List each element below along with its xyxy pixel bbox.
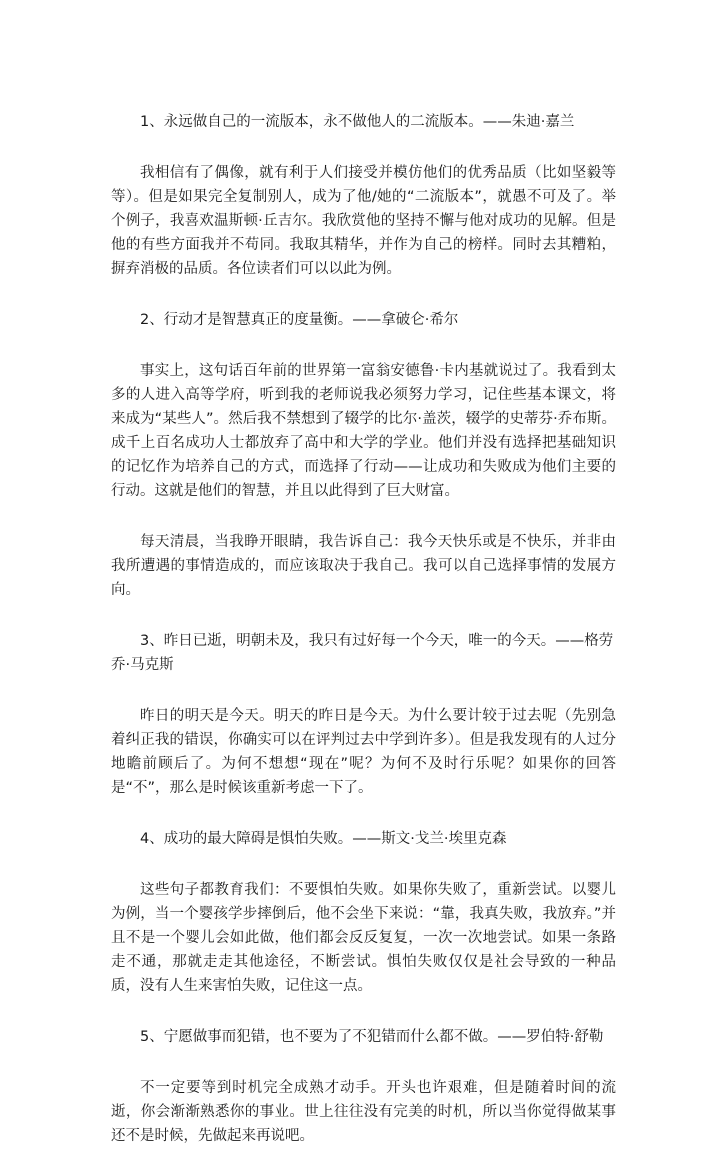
quote-heading-5: 5、宁愿做事而犯错，也不要为了不犯错而什么都不做。——罗伯特·舒勒 xyxy=(140,1029,604,1045)
paragraph-2-1: 事实上，这句话百年前的世界第一富翁安德鲁·卡内基就说过了。我看到太多的人进入高等学府，听到我的老师说我必须努力学习，记住些基本课文，将来成为“某些人”。然后我不禁想到了辍学的比尔·盖茨，辍学的史蒂芬·乔布斯。成千上百名成功人士都放弃了高中和大学的学业。他们并没有选择把基础知识的记忆作为培养自己的方式，而选择了行动——让成功和失败成为他们主要的行动。这就是他们的智慧，并且以此得到了巨大财富。 xyxy=(111,363,616,499)
quote-heading-2: 2、行动才是智慧真正的度量衡。——拿破仑·希尔 xyxy=(140,312,459,328)
paragraph-5-1: 不一定要等到时机完全成熟才动手。开头也许艰难，但是随着时间的流逝，你会渐渐熟悉你的事业。世上往往没有完美的时机，所以当你觉得做某事还不是时候，先做起来再说吧。 xyxy=(111,1080,616,1144)
paragraph-4-1: 这些句子都教育我们：不要惧怕失败。如果你失败了，重新尝试。以婴儿为例，当一个婴孩学步摔倒后，他不会坐下来说：“靠，我真失败，我放弃。”并且不是一个婴儿会如此做，他们都会反反复复，一次一次地尝试。如果一条路走不通，那就走走其他途径，不断尝试。惧怕失败仅仅是社会导致的一种品质，没有人生来害怕失败，记住这一点。 xyxy=(111,882,616,994)
document-page xyxy=(111,110,616,1175)
paragraph-3-1: 昨日的明天是今天。明天的昨日是今天。为什么要计较于过去呢（先别急着纠正我的错误，你确实可以在评判过去中学到许多）。但是我发现有的人过分地瞻前顾后了。为何不想想“现在”呢？为何不及时行乐呢？如果你的回答是“不”，那么是时候该重新考虑一下了。 xyxy=(111,708,616,796)
paragraph-2-2: 每天清晨，当我睁开眼睛，我告诉自己：我今天快乐或是不快乐，并非由我所遭遇的事情造成的，而应该取决于我自己。我可以自己选择事情的发展方向。 xyxy=(111,534,616,598)
paragraph-1-1: 我相信有了偶像，就有利于人们接受并模仿他们的优秀品质（比如坚毅等等）。但是如果完全复制别人，成为了他/她的“二流版本”，就愚不可及了。举个例子，我喜欢温斯顿·丘吉尔。我欣赏他的坚持不懈与他对成功的见解。但是他的有些方面我并不苟同。我取其精华，并作为自己的榜样。同时去其糟粕，摒弃消极的品质。各位读者们可以以此为例。 xyxy=(111,165,616,277)
quote-heading-3: 3、昨日已逝，明朝未及，我只有过好每一个今天，唯一的今天。——格劳乔·马克斯 xyxy=(111,633,614,673)
quote-heading-1: 1、永远做自己的一流版本，永不做他人的二流版本。——朱迪·嘉兰 xyxy=(140,114,575,130)
quote-heading-4: 4、成功的最大障碍是惧怕失败。——斯文·戈兰·埃里克森 xyxy=(140,831,507,847)
